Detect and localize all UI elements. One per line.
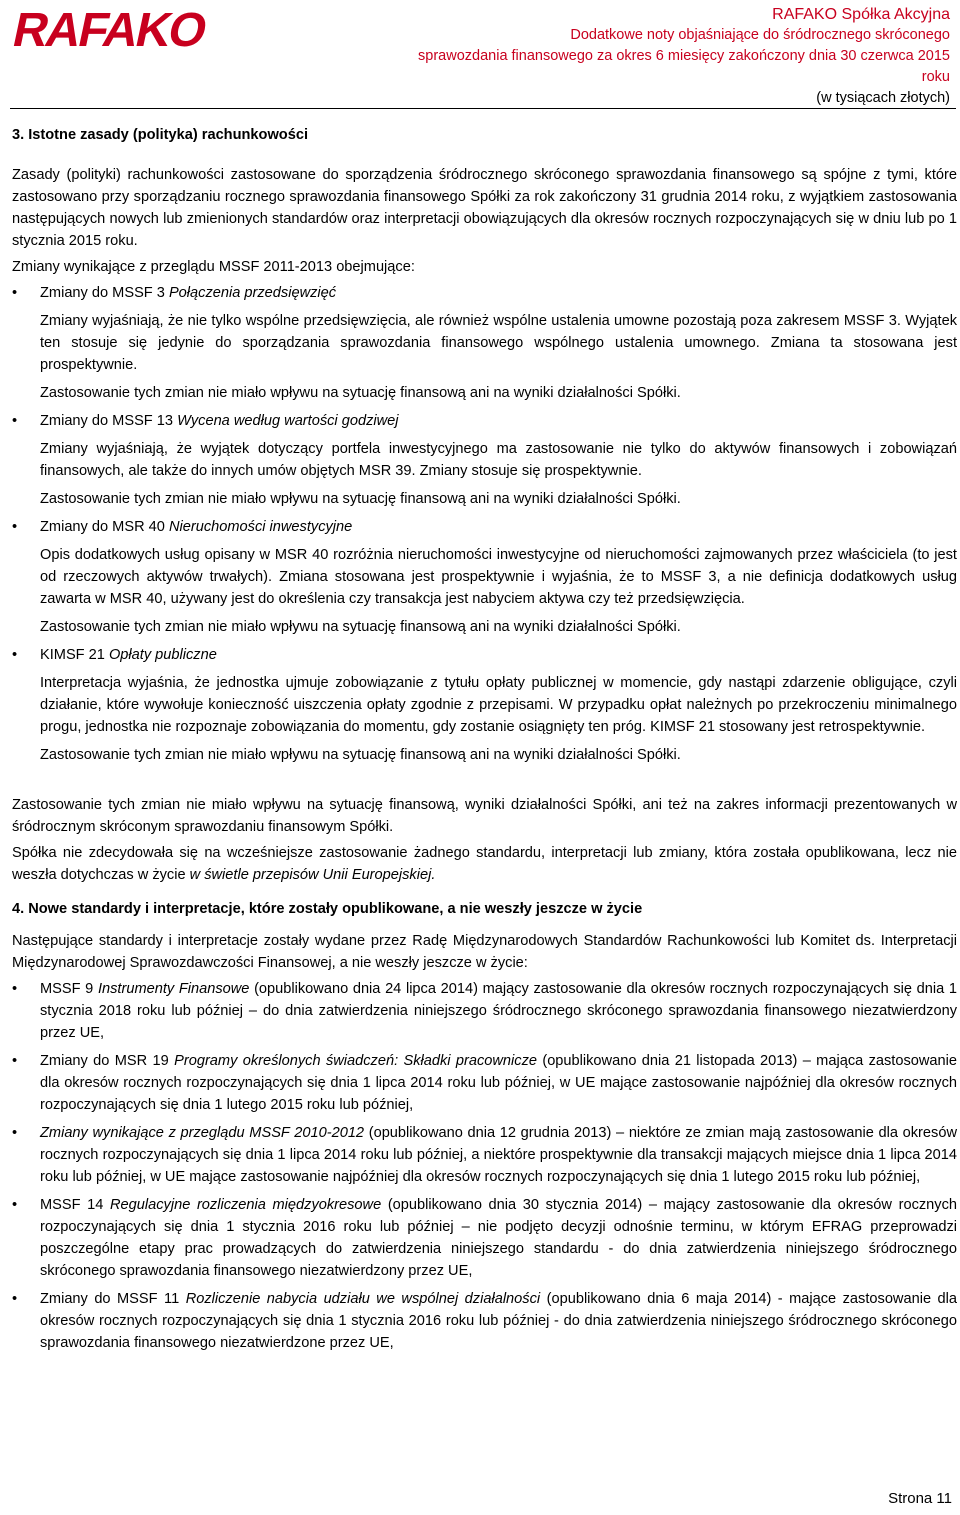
page-header xyxy=(0,0,960,110)
item-impact: Zastosowanie tych zmian nie miało wpływu na sytuację finansową ani na wyniki działalności Spółki. xyxy=(40,747,681,763)
header-divider xyxy=(10,108,956,109)
header-line-4: (w tysiącach złotych) xyxy=(816,90,950,106)
section-4-list xyxy=(12,978,957,1354)
header-line-3: sprawozdania finansowego za okres 6 miesięcy zakończony dnia 30 czerwca 2015 roku xyxy=(418,48,950,85)
bullet-icon: • xyxy=(12,519,18,535)
item-impact: Zastosowanie tych zmian nie miało wpływu na sytuację finansową ani na wyniki działalności Spółki. xyxy=(40,619,681,635)
bullet-icon: • xyxy=(12,285,18,301)
bullet-icon: • xyxy=(12,1125,18,1141)
section-4-title: 4. Nowe standardy i interpretacje, które zostały opublikowane, a nie weszły jeszcze w życie xyxy=(12,901,643,917)
company-name: RAFAKO Spółka Akcyjna xyxy=(772,6,950,23)
list-item: • Zmiany wynikające z przeglądu MSSF 2010-2012 (opublikowano dnia 12 grudnia 2013) – niektóre ze zmian mają zastosowanie dla okresów rocznych rozpoczynających się dnia 1 lipca 2014 roku lub później, a niektóre prospektywnie dla transakcji mających miejsce dnia 1 lipca 2014 roku lub później, w UE mające zastosowanie najpóźniej dla okresów rocznych rozpoczynających się dnia 1 lutego 2015 roku lub później, xyxy=(12,1122,957,1188)
list-item: • Zmiany do MSSF 11 Rozliczenie nabycia udziału we wspólnej działalności (opublikowano dnia 6 maja 2014) - mające zastosowanie dla okresów rocznych rozpoczynających się dnia 1 stycznia 2016 roku lub później - do dnia zatwierdzenia niniejszego śródrocznego skróconego sprawozdania finansowego niezatwierdzone przez UE, xyxy=(12,1288,957,1354)
list-item: • MSSF 9 Instrumenty Finansowe (opublikowano dnia 24 lipca 2014) mający zastosowanie dla okresów rocznych rozpoczynających się dnia 1 stycznia 2018 roku lub później – do dnia zatwierdzenia niniejszego śródrocznego skróconego sprawozdania finansowego niezatwierdzony przez UE, xyxy=(12,978,957,1044)
document-body xyxy=(12,124,957,1360)
list-item: • KIMSF 21 Opłaty publiczne Interpretacja wyjaśnia, że jednostka ujmuje zobowiązanie z tytułu opłaty publicznej w momencie, gdy nastąpi zdarzenie obligujące, czyli działanie, które wywołuje konieczność uiszczenia opłaty zgodnie z przepisami. W przypadku opłat należnych po przekroczeniu minimalnego progu, jednostka nie rozpoznaje zobowiązania do momentu, gdy zostanie osiągnięty ten próg. KIMSF 21 stosowany jest retrospektywnie. Zastosowanie tych zmian nie miało wpływu na sytuację finansową ani na wyniki działalności Spółki. xyxy=(12,644,957,766)
item-description: Zmiany wyjaśniają, że nie tylko wspólne przedsięwzięcia, ale również wspólne ustalenia umowne pozostają poza zakresem MSSF 3. Wyjątek ten stosuje się jedynie do sporządzania sprawozdania finansowego wspólnego ustalenia umownego. Zmiana ta stosowana jest prospektywnie. xyxy=(40,313,957,373)
item-impact: Zastosowanie tych zmian nie miało wpływu na sytuację finansową ani na wyniki działalności Spółki. xyxy=(40,385,681,401)
bullet-icon: • xyxy=(12,1291,18,1307)
item-impact: Zastosowanie tych zmian nie miało wpływu na sytuację finansową ani na wyniki działalności Spółki. xyxy=(40,491,681,507)
section-4-intro: Następujące standardy i interpretacje zostały wydane przez Radę Międzynarodowych Standardów Rachunkowości lub Komitet ds. Interpretacji Międzynarodowej Sprawozdawczości Finansowej, a nie weszły jeszcze w życie: xyxy=(12,933,957,971)
list-item: • MSSF 14 Regulacyjne rozliczenia międzyokresowe (opublikowano dnia 30 stycznia 2014) – mający zastosowanie dla okresów rocznych rozpoczynających się dnia 1 stycznia 2016 roku lub później – nie podjęto decyzji odnośnie terminu, w którym EFRAG przeprowadzi poszczególne etapy prac prowadzących do zatwierdzenia niniejszego standardu - do dnia zatwierdzenia niniejszego śródrocznego skróconego sprawozdania finansowego niezatwierdzony przez UE, xyxy=(12,1194,957,1282)
header-text xyxy=(390,4,950,109)
bullet-icon: • xyxy=(12,413,18,429)
section-3-intro: Zasady (polityki) rachunkowości zastosowane do sporządzenia śródrocznego skróconego sprawozdania finansowego są spójne z tymi, które zastosowano przy sporządzaniu rocznego sprawozdania finansowego Spółki za rok zakończony 31 grudnia 2014 roku, z wyjątkiem zastosowania następujących nowych lub zmienionych standardów oraz interpretacji obowiązujących dla okresów rocznych rozpoczynających się w dniu lub po 1 stycznia 2015 roku. xyxy=(12,167,957,249)
item-description: Interpretacja wyjaśnia, że jednostka ujmuje zobowiązanie z tytułu opłaty publicznej w momencie, gdy nastąpi zdarzenie obligujące, czyli działanie, które wywołuje konieczność uiszczenia opłaty zgodnie z przepisami. W przypadku opłat należnych po przekroczeniu minimalnego progu, jednostka nie rozpoznaje zobowiązania do momentu, gdy zostanie osiągnięty ten próg. KIMSF 21 stosowany jest retrospektywnie. xyxy=(40,675,957,735)
bullet-icon: • xyxy=(12,1053,18,1069)
rafako-logo xyxy=(6,2,211,57)
bullet-icon: • xyxy=(12,981,18,997)
list-item: • Zmiany do MSSF 13 Wycena według wartości godziwej Zmiany wyjaśniają, że wyjątek dotyczący portfela inwestycyjnego ma zastosowanie nie tylko do aktywów finansowych i zobowiązań finansowych, ale także do innych umów objętych MSR 39. Zmiany stosuje się prospektywnie. Zastosowanie tych zmian nie miało wpływu na sytuację finansową ani na wyniki działalności Spółki. xyxy=(12,410,957,510)
item-description: Zmiany wyjaśniają, że wyjątek dotyczący portfela inwestycyjnego ma zastosowanie nie tylko do aktywów finansowych i zobowiązań finansowych, ale także do innych umów objętych MSR 39. Zmiany stosuje się prospektywnie. xyxy=(40,441,957,479)
item-description: Opis dodatkowych usług opisany w MSR 40 rozróżnia nieruchomości inwestycyjne od nieruchomości zajmowanych przez właściciela (to jest od rzeczowych aktywów trwałych). Zmiana stosowana jest prospektywnie i wyjaśnia, że to MSSF 3, a nie definicja dodatkowych usług zawarta w MSR 40, używany jest do określenia czy transakcja jest nabyciem aktywa czy też przedsięwzięcia. xyxy=(40,547,957,607)
changes-intro: Zmiany wynikające z przeglądu MSSF 2011-2013 obejmujące: xyxy=(12,259,415,275)
bullet-icon: • xyxy=(12,1197,18,1213)
summary-paragraph-2: Spółka nie zdecydowała się na wcześniejsze zastosowanie żadnego standardu, interpretacji lub zmiany, która została opublikowana, lecz nie weszła dotychczas w życie w świetle przepisów Unii Europejskiej. xyxy=(12,845,957,883)
summary-paragraph-1: Zastosowanie tych zmian nie miało wpływu na sytuację finansową, wyniki działalności Spółki, ani też na zakres informacji prezentowanych w śródrocznym skróconym sprawozdaniu finansowym Spółki. xyxy=(12,797,957,835)
section-3-title: 3. Istotne zasady (polityka) rachunkowości xyxy=(12,127,309,143)
list-item: • Zmiany do MSSF 3 Połączenia przedsięwzięć Zmiany wyjaśniają, że nie tylko wspólne przedsięwzięcia, ale również wspólne ustalenia umowne pozostają poza zakresem MSSF 3. Wyjątek ten stosuje się jedynie do sporządzania sprawozdania finansowego wspólnego ustalenia umownego. Zmiana ta stosowana jest prospektywnie. Zastosowanie tych zmian nie miało wpływu na sytuację finansową ani na wyniki działalności Spółki. xyxy=(12,282,957,404)
bullet-icon: • xyxy=(12,647,18,663)
header-line-2: Dodatkowe noty objaśniające do śródrocznego skróconego xyxy=(570,27,950,43)
list-item: • Zmiany do MSR 40 Nieruchomości inwestycyjne Opis dodatkowych usług opisany w MSR 40 rozróżnia nieruchomości inwestycyjne od nieruchomości zajmowanych przez właściciela (to jest od rzeczowych aktywów trwałych). Zmiana stosowana jest prospektywnie i wyjaśnia, że to MSSF 3, a nie definicja dodatkowych usług zawarta w MSR 40, używany jest do określenia czy transakcja jest nabyciem aktywa czy też przedsięwzięcia. Zastosowanie tych zmian nie miało wpływu na sytuację finansową ani na wyniki działalności Spółki. xyxy=(12,516,957,638)
list-item: • Zmiany do MSR 19 Programy określonych świadczeń: Składki pracownicze (opublikowano dnia 21 listopada 2013) – mająca zastosowanie dla okresów rocznych rozpoczynających się dnia 1 lipca 2014 roku lub później, w UE mające zastosowanie najpóźniej dla okresów rocznych rozpoczynających się dnia 1 lutego 2015 roku lub później, xyxy=(12,1050,957,1116)
page-number: Strona 11 xyxy=(888,1490,952,1507)
section-3-list xyxy=(12,282,957,766)
svg-text:RAFAKO: RAFAKO xyxy=(8,3,211,57)
